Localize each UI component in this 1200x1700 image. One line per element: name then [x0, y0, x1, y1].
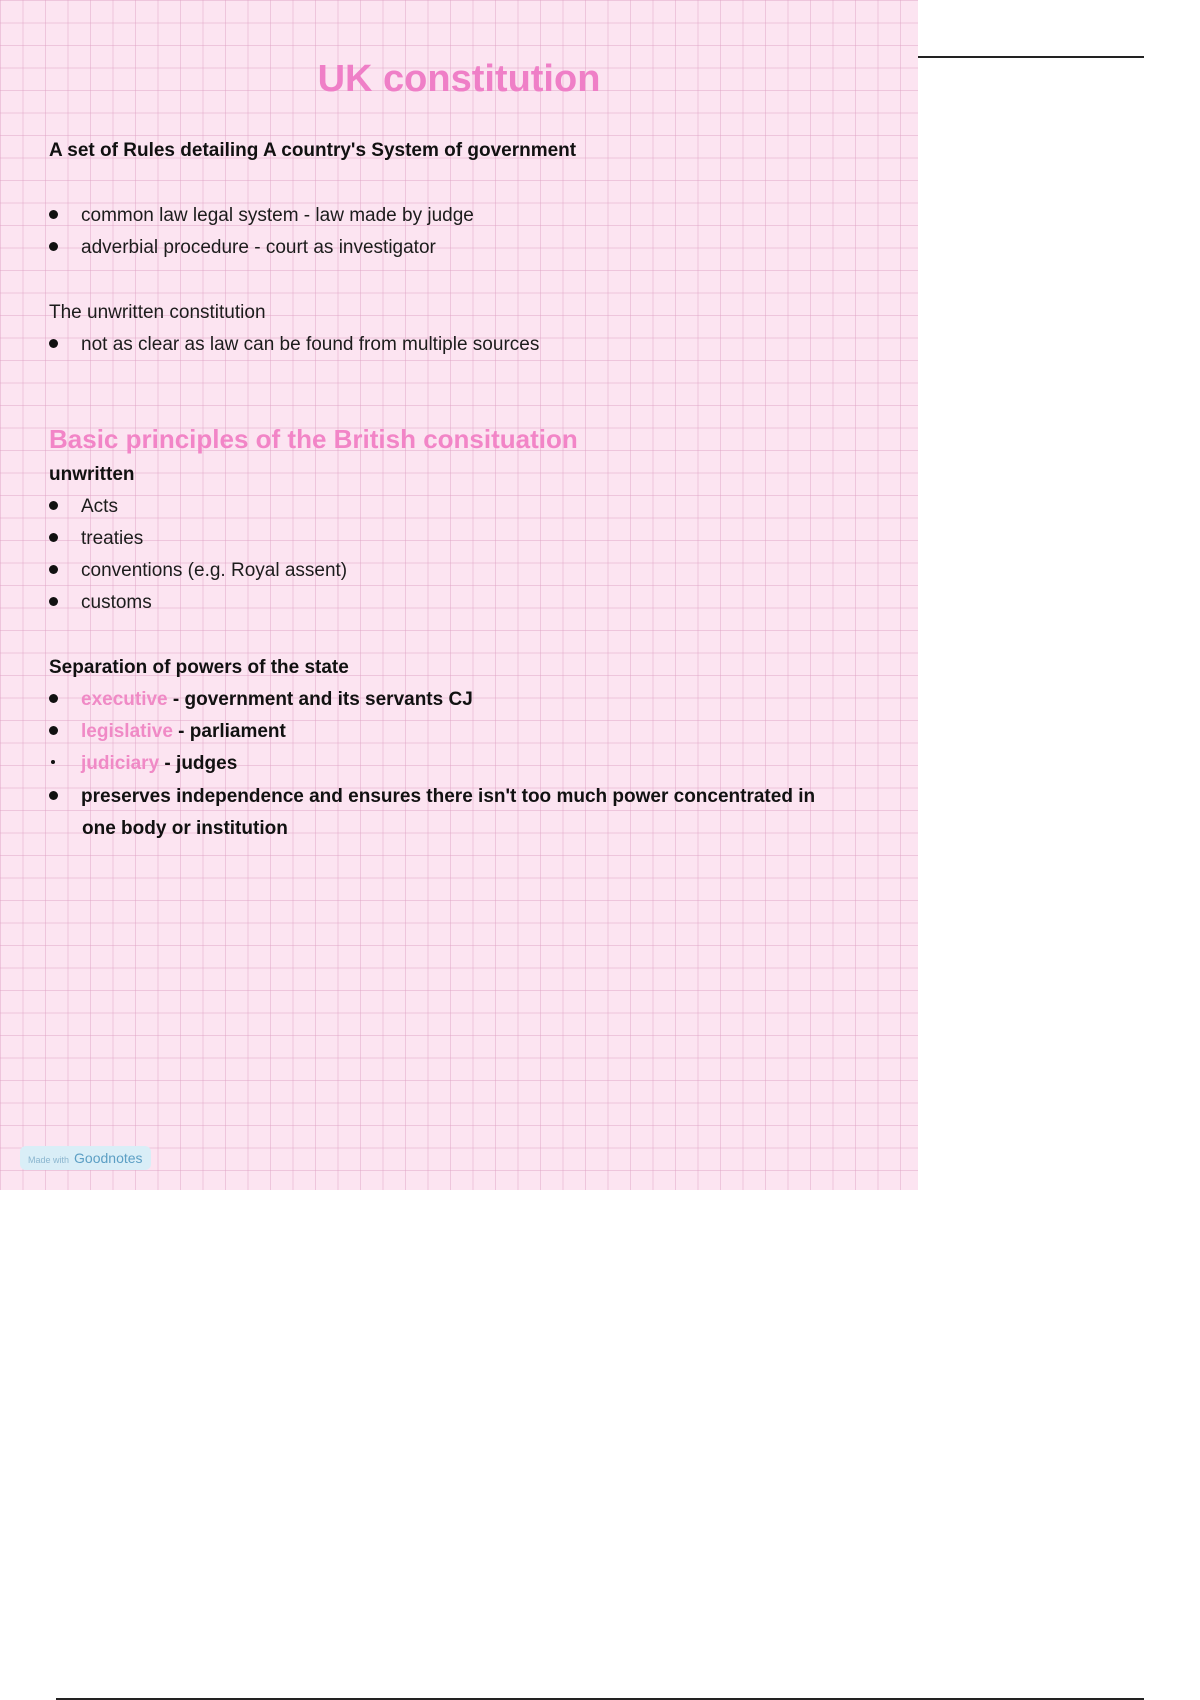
definition-text: A set of Rules detailing A country's System of government — [49, 140, 577, 161]
list-item — [49, 237, 436, 259]
list-item — [49, 753, 237, 775]
list-item — [49, 528, 143, 550]
power-term: judiciary — [81, 753, 160, 774]
bullet-dot — [49, 597, 58, 606]
bullet-dot — [49, 339, 58, 348]
list-item-text: not as clear as law can be found from multiple sources — [81, 334, 540, 355]
separation-heading: Separation of powers of the state — [49, 657, 349, 678]
bullet-dot — [51, 760, 55, 764]
power-desc: - parliament — [172, 721, 286, 742]
list-item — [49, 205, 474, 227]
bullet-dot — [49, 726, 58, 735]
bullet-dot — [49, 694, 58, 703]
section-subheading: unwritten — [49, 464, 135, 485]
bullet-dot — [49, 242, 58, 251]
bullet-dot — [49, 565, 58, 574]
list-item — [49, 592, 152, 614]
badge-prefix: Made with — [28, 1155, 70, 1165]
power-desc: - government and its servants CJ — [167, 689, 473, 710]
list-item — [49, 721, 286, 743]
page-title: UK constitution — [317, 58, 601, 100]
power-term: legislative — [81, 721, 173, 742]
list-item — [49, 496, 118, 518]
power-desc: - judges — [159, 753, 238, 774]
bullet-dot — [49, 501, 58, 510]
list-item-text: conventions (e.g. Royal assent) — [81, 560, 348, 581]
list-item-text: customs — [81, 592, 152, 613]
list-item-text: common law legal system - law made by judge — [81, 205, 474, 226]
bullet-dot — [49, 533, 58, 542]
list-item — [49, 560, 347, 582]
unwritten-heading: The unwritten constitution — [49, 302, 266, 323]
list-item — [49, 334, 539, 356]
list-item-text: Acts — [81, 496, 118, 517]
goodnotes-badge — [20, 1146, 151, 1170]
list-item-continuation: one body or institution — [82, 818, 288, 839]
power-term: executive — [81, 689, 168, 710]
list-item-text: preserves independence and ensures there isn't too much power concentrated in — [81, 786, 816, 807]
bullet-dot — [49, 210, 58, 219]
section-heading: Basic principles of the British consituation — [49, 424, 578, 454]
divider — [918, 56, 1144, 58]
list-item-text: treaties — [81, 528, 144, 549]
list-item — [49, 786, 815, 808]
list-item-text: adverbial procedure - court as investigator — [81, 237, 436, 258]
bullet-dot — [49, 791, 58, 800]
badge-brand: Goodnotes — [74, 1150, 143, 1166]
list-item — [49, 689, 473, 711]
